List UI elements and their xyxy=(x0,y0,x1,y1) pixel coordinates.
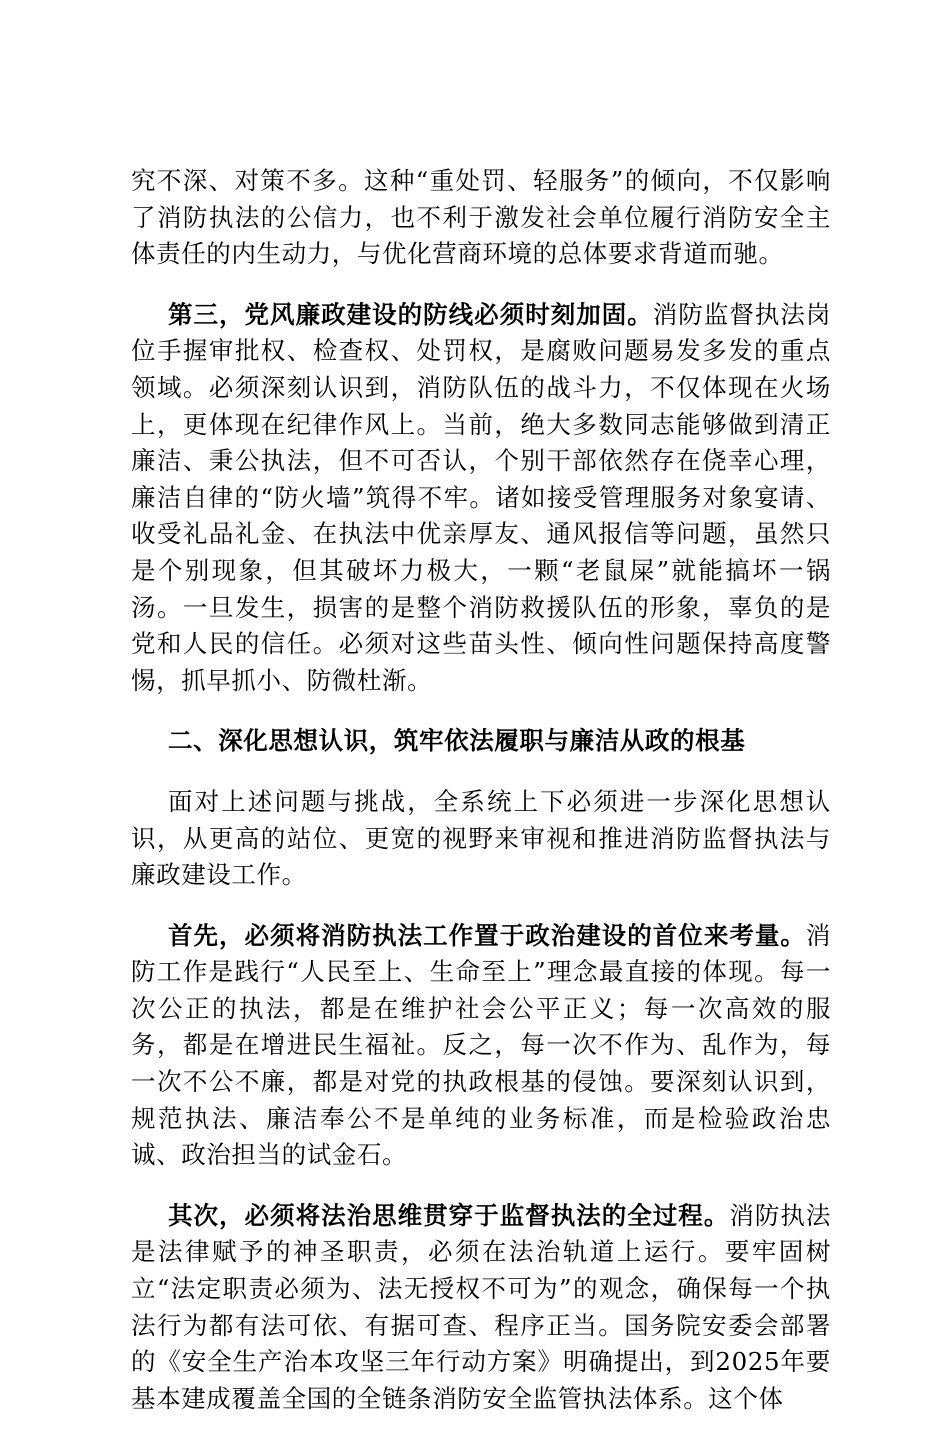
paragraph-third-point xyxy=(131,297,831,700)
paragraph-text: 消防执法是法律赋予的神圣职责，必须在法治轨道上运行。要牢固树立“法定职责必须为、法无授权不可为”的观念，确保每一个执法行为都有法可依、有据可查、程序正当。国务院安委会部署的《安全生产治本攻坚三年行动方案》明确提出，到2025年要基本建成覆盖全国的全链条消防安全监管执法体系。这个体 xyxy=(131,1200,831,1413)
paragraph-text: 究不深、对策不多。这种“重处罚、轻服务”的倾向，不仅影响了消防执法的公信力，也不利于激发社会单位履行消防安全主体责任的内生动力，与优化营商环境的总体要求背道而驰。 xyxy=(131,166,831,269)
paragraph-first-point xyxy=(131,918,831,1174)
paragraph-text: 面对上述问题与挑战，全系统上下必须进一步深化思想认识，从更高的站位、更宽的视野来审视和推进消防监督执法与廉政建设工作。 xyxy=(131,786,831,890)
paragraph-text: 消防工作是践行“人民至上、生命至上”理念最直接的体现。每一次公正的执法，都是在维护社会公平正义；每一次高效的服务，都是在增进民生福祉。反之，每一次不作为、乱作为，每一次不公不廉，都是对党的执政根基的侵蚀。要深刻认识到，规范执法、廉洁奉公不是单纯的业务标准，而是检验政治忠诚、政治担当的试金石。 xyxy=(131,920,831,1170)
paragraph-lead: 第三，党风廉政建设的防线必须时刻加固。 xyxy=(168,299,653,329)
paragraph-intro xyxy=(131,784,831,894)
paragraph-continuation xyxy=(131,163,831,273)
paragraph-text: 消防监督执法岗位手握审批权、检查权、处罚权，是腐败问题易发多发的重点领域。必须深刻认识到，消防队伍的战斗力，不仅体现在火场上，更体现在纪律作风上。当前，绝大多数同志能够做到清正廉洁、秉公执法，但不可否认，个别干部依然存在侥幸心理，廉洁自律的“防火墙”筑得不牢。诸如接受管理服务对象宴请、收受礼品礼金、在执法中优亲厚友、通风报信等问题，虽然只是个别现象，但其破坏力极大，一颗“老鼠屎”就能搞坏一锅汤。一旦发生，损害的是整个消防救援队伍的形象，辜负的是党和人民的信任。必须对这些苗头性、倾向性问题保持高度警惕，抓早抓小、防微杜渐。 xyxy=(131,299,831,695)
document-page xyxy=(131,163,831,1441)
paragraph-lead: 其次，必须将法治思维贯穿于监督执法的全过程。 xyxy=(168,1200,730,1230)
section-heading: 二、深化思想认识，筑牢依法履职与廉洁从政的根基 xyxy=(168,726,746,756)
paragraph-second-point xyxy=(131,1198,831,1418)
paragraph-lead: 首先，必须将消防执法工作置于政治建设的首位来考量。 xyxy=(168,920,806,950)
